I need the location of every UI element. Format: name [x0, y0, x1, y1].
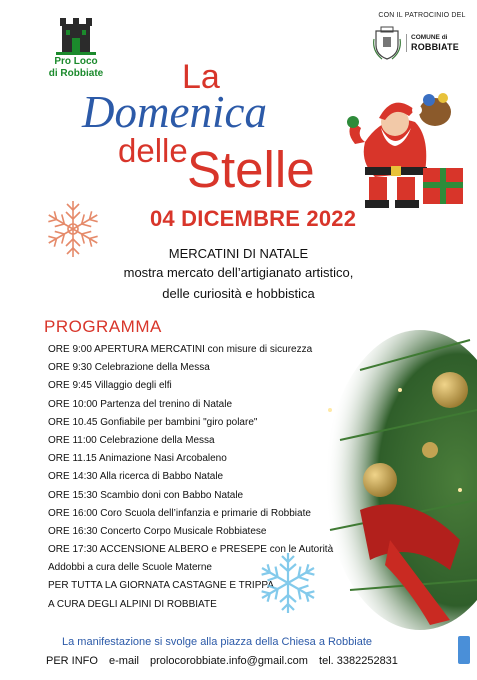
subtitle-line1: MERCATINI DI NATALE — [168, 246, 309, 261]
program-item: ORE 14:30 Alla ricerca di Babbo Natale — [48, 471, 224, 483]
title-delle: delle — [118, 132, 188, 169]
comune-crest-icon — [372, 25, 402, 61]
title-la: La — [182, 58, 220, 96]
program-item: ORE 16:30 Concerto Corpo Musicale Robbiatese — [48, 525, 267, 537]
program-list — [48, 344, 378, 617]
subtitle-line3: delle curiosità e hobbistica — [162, 286, 315, 301]
location-note: La manifestazione si svolge alla piazza della Chiesa a Robbiate — [62, 636, 373, 648]
comune-name: ROBBIATE — [411, 42, 459, 52]
program-item: PER TUTTA LA GIORNATA CASTAGNE E TRIPPA — [48, 580, 274, 592]
email-label: e-mail — [109, 655, 139, 667]
pro-loco-logo — [40, 14, 112, 80]
comune-label: COMUNE di — [411, 34, 448, 41]
program-item: ORE 15:30 Scambio doni con Babbo Natale — [48, 489, 244, 501]
program-item: Addobbi a cura delle Scuole Materne — [48, 562, 212, 574]
phone-number[interactable]: tel. 3382252831 — [319, 655, 398, 667]
program-item: ORE 11:00 Celebrazione della Messa — [48, 434, 215, 446]
program-item: ORE 9:30 Celebrazione della Messa — [48, 362, 210, 374]
program-item: ORE 17:30 ACCENSIONE ALBERO e PRESEPE con le Autorità — [48, 544, 334, 556]
corner-tab-mark — [458, 636, 470, 664]
program-item: ORE 9:45 Villaggio degli elfi — [48, 380, 172, 392]
program-item: ORE 11.15 Animazione Nasi Arcobaleno — [48, 453, 227, 465]
castle-tower-icon — [54, 14, 98, 56]
patronage-label: CON IL PATROCINIO DEL — [378, 12, 466, 19]
pro-loco-line2: di Robbiate — [48, 68, 104, 79]
event-date: 04 DICEMBRE 2022 — [150, 206, 357, 231]
program-item: ORE 9:00 APERTURA MERCATINI con misure di sicurezza — [48, 344, 313, 355]
info-label: PER INFO — [46, 655, 98, 667]
email-address[interactable]: prolocorobbiate.info@gmail.com — [150, 655, 308, 667]
program-item: ORE 10:00 Partenza del trenino di Natale — [48, 398, 232, 410]
subtitle-line2: mostra mercato dell’artigianato artistico, — [123, 265, 354, 280]
contact-info — [46, 655, 406, 667]
program-item: ORE 10.45 Gonfiabile per bambini "giro polare" — [48, 416, 258, 428]
pro-loco-line1: Pro Loco — [54, 56, 98, 67]
santa-claus-illustration — [335, 82, 475, 212]
program-item: A CURA DEGLI ALPINI DI ROBBIATE — [48, 598, 217, 610]
blue-snowflake-icon — [253, 548, 323, 618]
title-domenica: Domenica — [82, 87, 267, 137]
program-item: ORE 16:00 Coro Scuola dell’infanzia e primarie di Robbiate — [48, 507, 311, 519]
patronage-block — [372, 12, 472, 61]
title-stelle: Stelle — [187, 141, 315, 198]
program-heading: PROGRAMMA — [44, 317, 162, 336]
